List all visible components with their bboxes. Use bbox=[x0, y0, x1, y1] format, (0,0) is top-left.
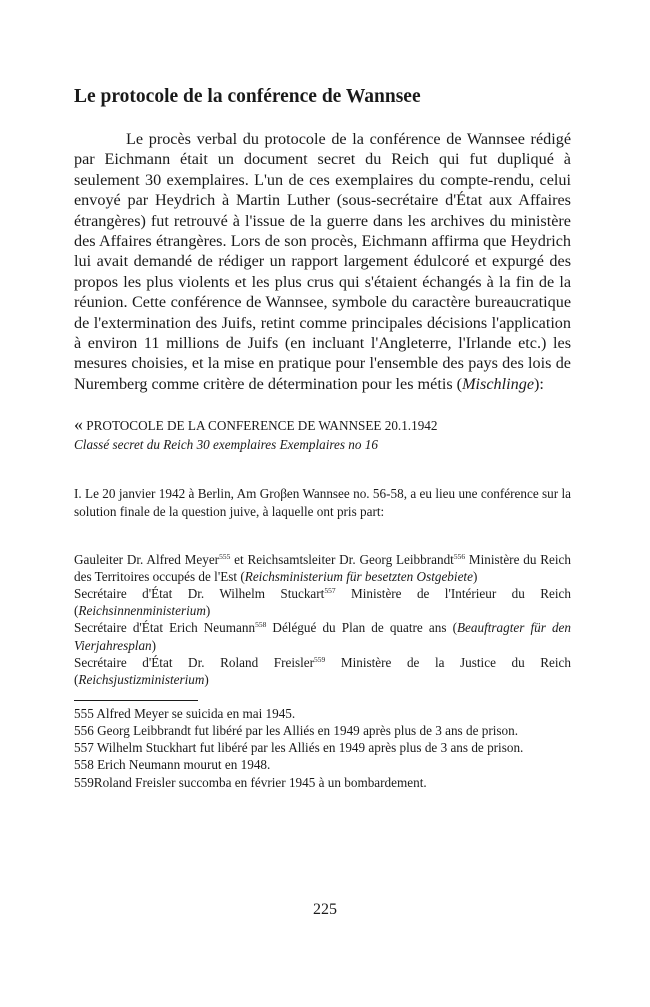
protocol-subtitle: Classé secret du Reich 30 exemplaires Exemplaires no 16 bbox=[74, 437, 378, 453]
participant-close-paren: ) bbox=[151, 637, 157, 653]
intro-text: Le procès verbal du protocole de la conférence de Wannsee rédigé par Eichmann était un document secret du Reich qui fut dupliqué à seulement 30 exemplaires. L'un de ces exemplaires du compte-rendu, celui envoyé par Heydrich à Martin Luther (sous-secrétaire d'État aux Affaires étrangères) fut retrouvé à l'issue de la guerre dans les archives du ministère des Affaires étrangères. Lors de son procès, Eichmann affirma que Heydrich lui avait demandé de rédiger un rapport largement édulcoré et expurgé des propos les plus violents et les plus crus qui s'étaient échangés à la fin de la réunion. Cette conférence de Wannsee, symbole du caractère bureaucratique de l'extermination des Juifs, retint comme principales décisions l'application à environ 11 millions de Juifs (en incluant l'Angleterre, l'Irlande etc.) les mesures choisies, et la mise en pratique pour l'ensemble des pays des lois de Nuremberg comme critère de détermination pour les métis ( bbox=[74, 130, 571, 393]
footnote-ref: 558 bbox=[255, 620, 267, 630]
protocol-title bbox=[74, 414, 571, 436]
participant-name: Secrétaire d'État Erich Neumann bbox=[74, 620, 256, 636]
participant-close-paren: ) bbox=[204, 671, 209, 687]
participant-entry bbox=[74, 551, 571, 585]
footnote: 556 Georg Leibbrandt fut libéré par les Alliés en 1949 après plus de 3 ans de prison. bbox=[74, 723, 518, 739]
participant-entry bbox=[74, 654, 571, 688]
protocol-section-i: I. Le 20 janvier 1942 à Berlin, Am Groβen Wannsee no. 56-58, a eu lieu une conférence sur la solution finale de la question juive, à laquelle ont pris part: bbox=[74, 486, 571, 519]
page-content bbox=[74, 84, 571, 791]
page-number: 225 bbox=[313, 901, 337, 918]
participant-close-paren: ) bbox=[472, 569, 478, 585]
footnote-ref: 559 bbox=[314, 654, 326, 664]
participant-ministry: Ministère du Reich des Territoires occupés de l'Est ( bbox=[74, 552, 571, 585]
protocol-title-text: PROTOCOLE DE LA CONFERENCE DE WANNSEE 20.1.1942 bbox=[86, 418, 438, 434]
footnote: 559Roland Freisler succomba en février 1945 à un bombardement. bbox=[74, 774, 427, 790]
footnote-separator bbox=[74, 700, 198, 701]
section-heading: Le protocole de la conférence de Wannsee bbox=[74, 86, 421, 107]
participant-entry bbox=[74, 619, 571, 653]
participant-ministry: Ministère de la Justice du Reich ( bbox=[74, 654, 571, 687]
participant-name: Secrétaire d'État Dr. Wilhelm Stuckart bbox=[74, 586, 325, 602]
participant-ministry: Ministère de l'Intérieur du Reich ( bbox=[74, 586, 571, 619]
footnote-list bbox=[74, 705, 571, 791]
intro-paragraph bbox=[74, 129, 571, 394]
participant-entry bbox=[74, 585, 571, 619]
intro-text-end: ): bbox=[534, 374, 544, 393]
participant-ministry: Délégué du Plan de quatre ans ( bbox=[266, 620, 457, 636]
participant-text: et Reichsamtsleiter Dr. Georg Leibbrandt bbox=[230, 552, 454, 568]
footnote: 558 Erich Neumann mourut en 1948. bbox=[74, 757, 271, 773]
participant-ministry-german: Reichsinnenministerium bbox=[78, 603, 206, 619]
participant-list bbox=[74, 551, 571, 688]
participant-ministry-german: Beauftragter für den Vierjahresplan bbox=[74, 620, 571, 653]
opening-quote-mark: « bbox=[74, 414, 83, 435]
participant-name: Secrétaire d'État Dr. Roland Freisler bbox=[74, 654, 315, 670]
participant-name: Gauleiter Dr. Alfred Meyer bbox=[74, 552, 220, 568]
footnote: 555 Alfred Meyer se suicida en mai 1945. bbox=[74, 705, 296, 721]
participant-close-paren: ) bbox=[205, 603, 211, 619]
participant-ministry-german: Reichsministerium für besetzten Ostgebiete bbox=[244, 569, 473, 585]
footnote-ref: 555 bbox=[219, 552, 231, 562]
footnote-ref: 556 bbox=[453, 552, 466, 562]
footnote: 557 Wilhelm Stuckhart fut libéré par les Alliés en 1949 après plus de 3 ans de prison. bbox=[74, 740, 524, 756]
intro-italic-term: Mischlinge bbox=[462, 374, 535, 393]
footnote-ref: 557 bbox=[324, 586, 336, 596]
participant-ministry-german: Reichsjustizministerium bbox=[78, 671, 205, 687]
